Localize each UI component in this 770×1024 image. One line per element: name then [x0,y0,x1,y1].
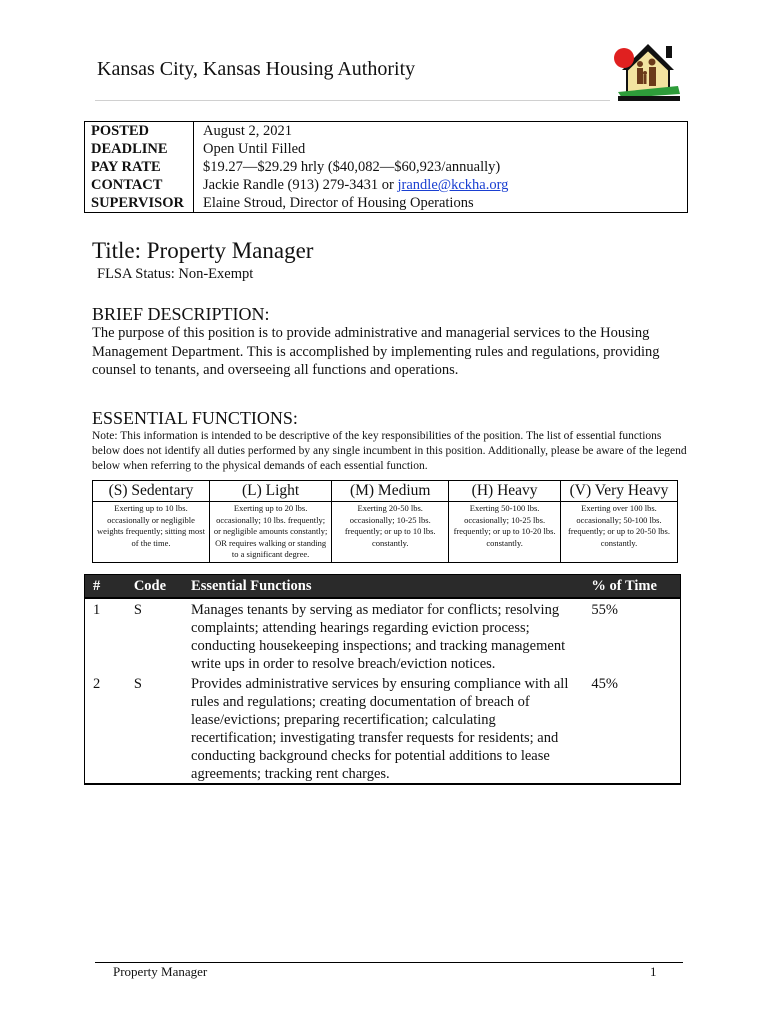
row-number: 2 [93,676,101,692]
footer-page-number: 1 [650,964,657,979]
demand-desc-sedentary: Exerting up to 10 lbs. occasionally or negligible weights frequently; sitting most of the time. [93,502,210,563]
info-key: DEADLINE [85,140,194,158]
info-key: CONTACT [85,176,194,194]
posting-info-table [84,121,688,213]
info-row-deadline [85,140,688,158]
info-row-supervisor [85,194,688,213]
row-code: S [130,598,187,673]
info-key: PAY RATE [85,158,194,176]
demand-label-very-heavy: (V) Very Heavy [560,481,677,502]
info-row-posted [85,122,688,141]
info-value [194,176,688,194]
demand-label-heavy: (H) Heavy [449,481,561,502]
demand-desc-light: Exerting up to 20 lbs. occasionally; 10 lbs. frequently; or negligible amounts constantly; OR requires walking or standing to a significant degree. [210,502,332,563]
info-row-pay-rate [85,158,688,176]
info-key: POSTED [85,122,194,141]
header-divider [95,100,610,101]
demand-desc-heavy: Exerting 50-100 lbs. occasionally; 10-25 lbs. frequently; or up to 10-20 lbs. constantly. [449,502,561,563]
info-value: $19.27—$29.29 hrly ($40,082—$60,923/annually) [203,159,501,175]
footer-doc-name: Property Manager [113,964,208,979]
row-description: Provides administrative services by ensuring compliance with all rules and regulations; creating documentation of breach of lease/evictions; preparing recertification; calculating recertification; investigating transfer requests for residents; and conducting background checks for potential additions to lease agreements; tracking rent charges. [191,676,569,782]
row-percent: 45% [591,676,618,692]
info-key: SUPERVISOR [85,194,194,213]
row-description: Manages tenants by serving as mediator for conflicts; resolving complaints; attending hearings regarding eviction process; conducting housekeeping inspections; and tracking management write ups in order to resolve breach/eviction notices. [187,598,581,673]
essential-functions-heading: ESSENTIAL FUNCTIONS: [92,408,298,428]
info-value: Elaine Stroud, Director of Housing Operations [203,195,474,211]
contact-email-link[interactable]: jrandle@kckha.org [397,177,509,193]
org-name: Kansas City, Kansas Housing Authority [97,58,416,80]
flsa-status: FLSA Status: Non-Exempt [97,266,254,282]
col-header-code: Code [130,575,187,599]
demand-desc-very-heavy: Exerting over 100 lbs. occasionally; 50-100 lbs. frequently; or up to 20-50 lbs. constantly. [560,502,677,563]
info-row-contact [85,176,688,194]
col-header-functions: Essential Functions [187,575,581,599]
contact-text: Jackie Randle (913) 279-3431 or [203,177,398,193]
col-header-percent-time: % of Time [581,575,680,599]
row-percent: 55% [581,598,680,673]
demand-desc-medium: Exerting 20-50 lbs. occasionally; 10-25 lbs. frequently; or up to 10 lbs. constantly. [332,502,449,563]
table-row [85,598,681,673]
row-number: 1 [85,598,130,673]
house-family-logo-icon [614,40,682,102]
brief-description-text: The purpose of this position is to provide administrative and managerial services to the Housing Management Department. This is accomplished by implementing rules and regulations, providing counsel to tenants, and overseeing all functions and operations. [92,325,660,378]
demand-label-medium: (M) Medium [332,481,449,502]
row-code: S [133,676,142,692]
info-value: Open Until Filled [203,141,306,157]
demand-label-sedentary: (S) Sedentary [93,481,210,502]
demand-label-light: (L) Light [210,481,332,502]
table-row [85,673,681,784]
info-value: August 2, 2021 [203,123,293,139]
footer-divider [95,962,683,963]
col-header-number: # [85,575,130,599]
brief-description-heading: BRIEF DESCRIPTION: [92,304,270,324]
job-title: Title: Property Manager [92,238,314,263]
essential-functions-note: Note: This information is intended to be descriptive of the key responsibilities of the position. The list of essential functions below does not identify all duties performed by any single incumbent in this position. Additionally, please be aware of the legend below when referring to the physical demands of each essential function. [92,430,687,472]
physical-demands-legend [92,480,678,563]
essential-functions-table [84,574,681,785]
